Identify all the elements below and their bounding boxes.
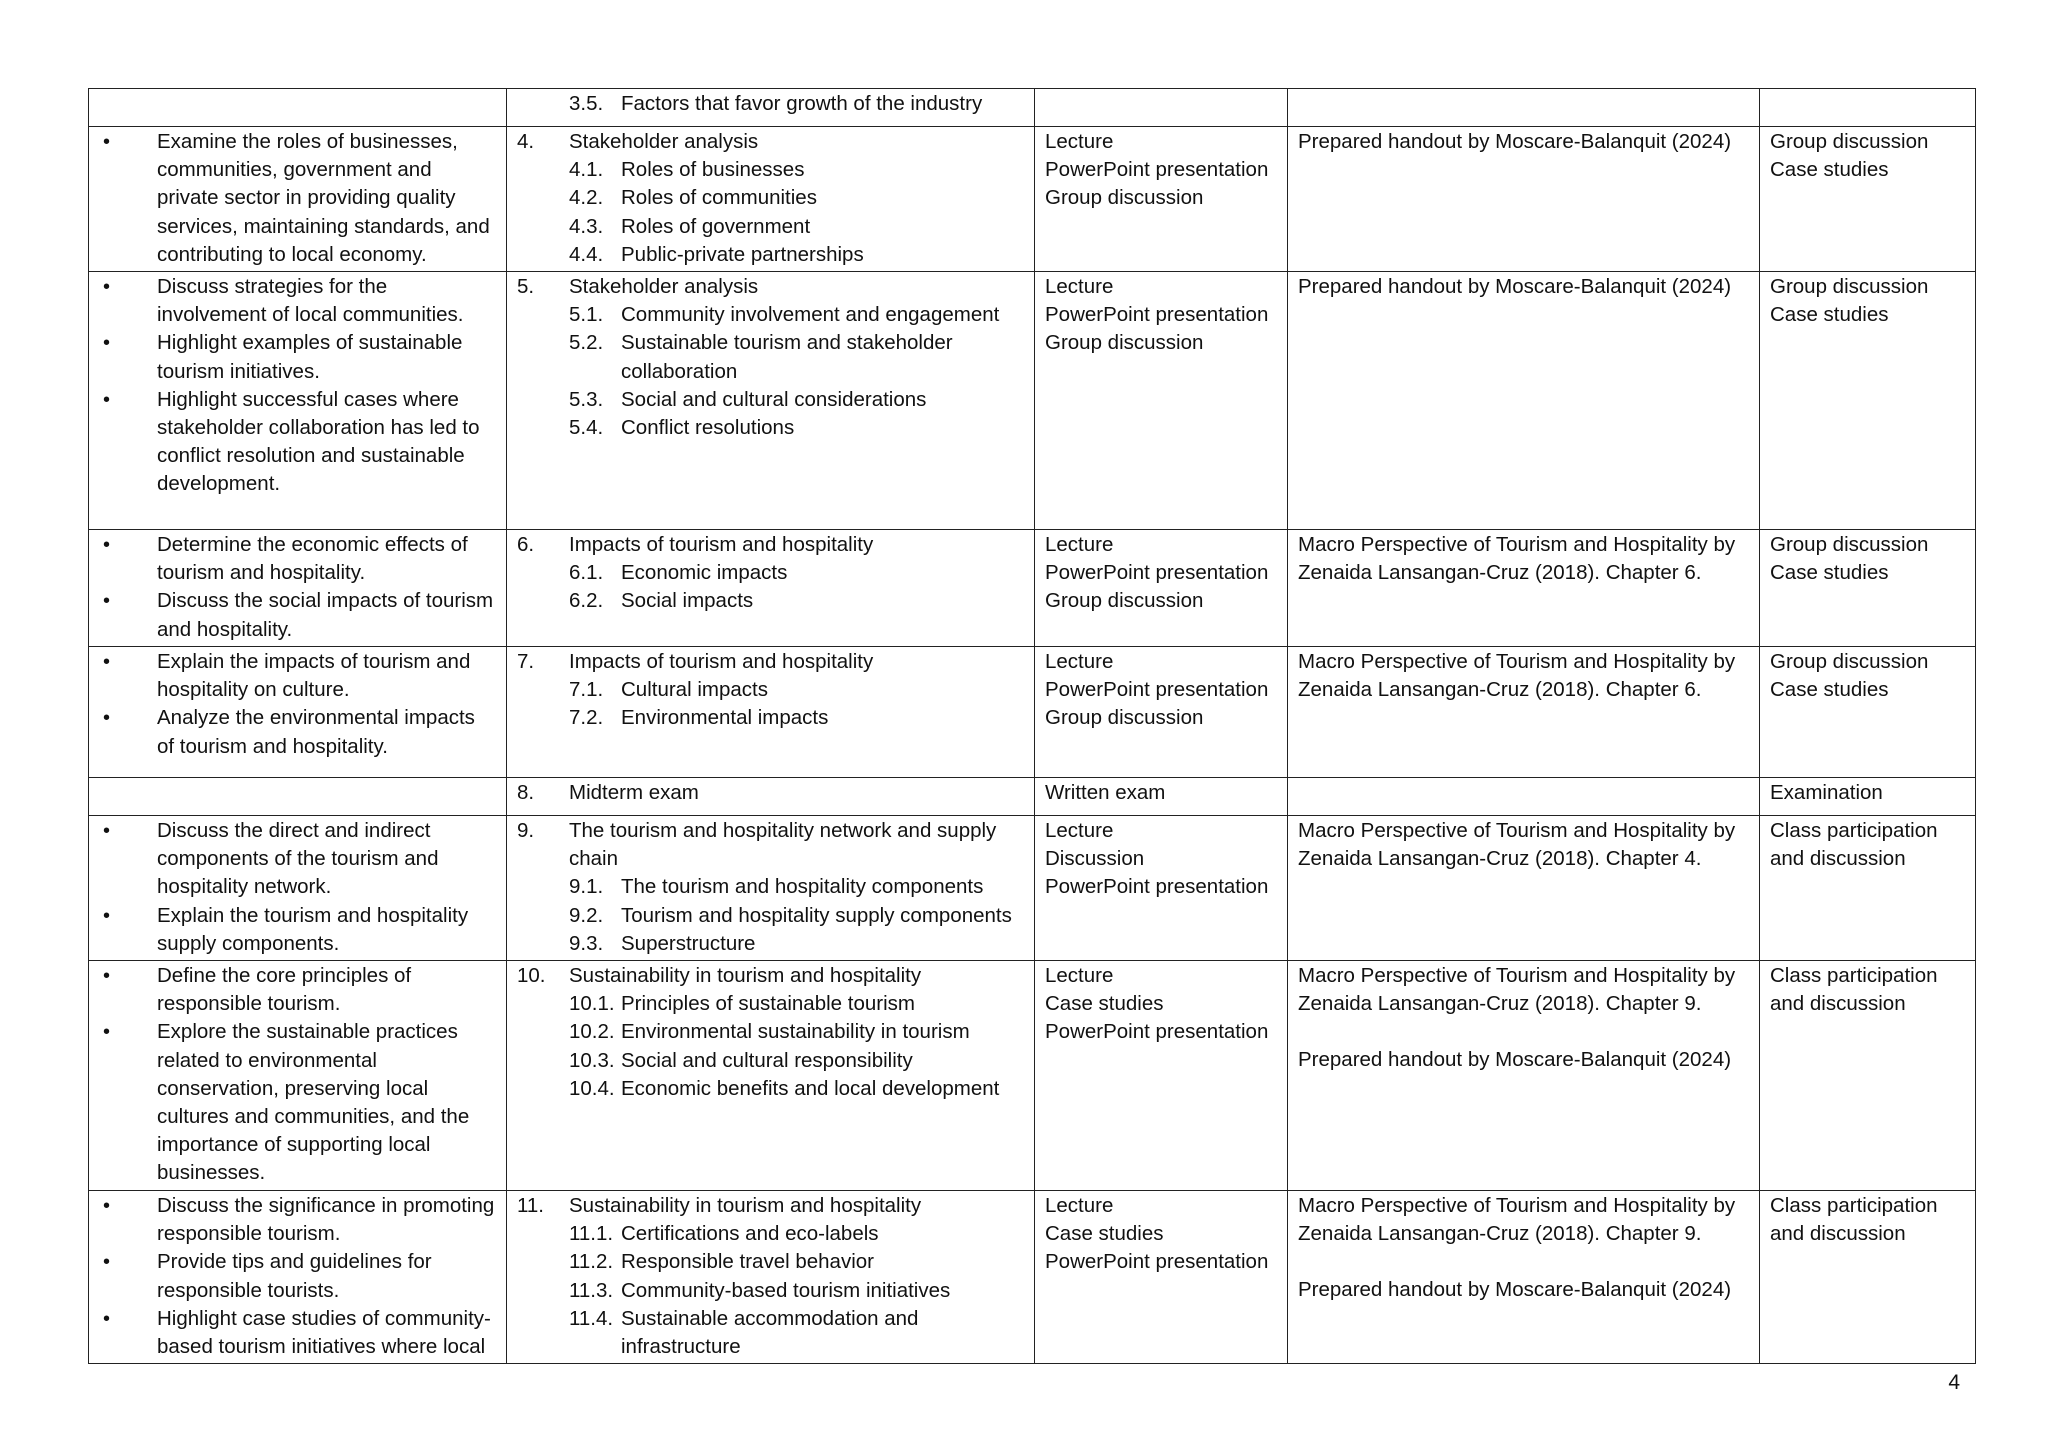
topics-cell [507, 647, 1035, 778]
subtopic-item [517, 559, 1024, 587]
activity-item: PowerPoint presentation [1045, 875, 1269, 899]
activity-item: Case studies [1045, 992, 1164, 1016]
subtopic-number: 11.2. [569, 1250, 614, 1274]
topic-title: The tourism and hospitality network and supply chain [569, 819, 997, 871]
subtopic-item [517, 676, 1024, 704]
resources-cell [1288, 961, 1760, 1191]
subtopic-item [517, 386, 1024, 414]
subtopic-number: 9.3. [569, 931, 604, 955]
topic-heading [517, 531, 1024, 559]
table-row [89, 272, 1976, 530]
subtopic-item [517, 184, 1024, 212]
subtopic-item [517, 1018, 1024, 1046]
objective-item: • Explore the sustainable practices related to environmental conservation, preserving local cultures and communities, and the importance of supporting local businesses. [99, 1018, 496, 1187]
objectives-cell [89, 272, 507, 530]
objectives-cell [89, 530, 507, 647]
subtopic-text: Roles of communities [621, 186, 817, 210]
subtopic-text: Roles of government [621, 214, 811, 238]
resources-cell [1288, 647, 1760, 778]
activity-item: Group discussion [1045, 186, 1204, 210]
assessment-item: Group discussion [1770, 275, 1929, 299]
subtopic-text: Public-private partnerships [621, 242, 864, 266]
activities-cell [1035, 816, 1288, 961]
activity-item: Written exam [1045, 781, 1166, 805]
topics-cell [507, 778, 1035, 816]
objectives-cell [89, 1191, 507, 1364]
subtopic-item [517, 902, 1024, 930]
subtopic-item [517, 1305, 1024, 1361]
assessment-item: Case studies [1770, 303, 1889, 327]
assessment-item: Case studies [1770, 678, 1889, 702]
activities-cell [1035, 530, 1288, 647]
topic-number: 8. [517, 781, 535, 805]
activity-item: Group discussion [1045, 706, 1204, 730]
activity-item: PowerPoint presentation [1045, 678, 1269, 702]
subtopic-number: 10.2. [569, 1020, 615, 1044]
topics-cell [507, 272, 1035, 530]
subtopic-number: 7.1. [569, 678, 604, 702]
objective-item: • Define the core principles of responsible tourism. [99, 962, 496, 1018]
subtopic-item [517, 1248, 1024, 1276]
assessment-item: Group discussion [1770, 533, 1929, 557]
objective-item: • Discuss the social impacts of tourism and hospitality. [99, 587, 496, 643]
activity-item: PowerPoint presentation [1045, 158, 1269, 182]
subtopic-number: 4.2. [569, 186, 604, 210]
subtopic-item [517, 873, 1024, 901]
subtopic-text: Sustainable accommodation and infrastructure [621, 1306, 919, 1359]
objective-item: • Examine the roles of businesses, communities, government and private sector in providing quality services, maintaining standards, and contributing to local economy. [99, 128, 496, 269]
objective-item: • Explain the tourism and hospitality supply components. [99, 902, 496, 958]
resource-item: Prepared handout by Moscare-Balanquit (2024) [1298, 275, 1732, 299]
topic-title: Sustainability in tourism and hospitality [569, 1194, 922, 1218]
objectives-list [99, 128, 496, 269]
resource-item: Macro Perspective of Tourism and Hospitality by Zenaida Lansangan-Cruz (2018). Chapter 9. [1298, 1194, 1736, 1246]
subtopic-text: Environmental sustainability in tourism [621, 1020, 970, 1044]
assessment-cell [1760, 127, 1976, 272]
topic-heading [517, 648, 1024, 676]
table-row [89, 127, 1976, 272]
activity-item: Group discussion [1045, 331, 1204, 355]
subtopic-text: Environmental impacts [621, 706, 829, 730]
resource-item: Prepared handout by Moscare-Balanquit (2024) [1298, 1278, 1732, 1302]
topic-heading [517, 962, 1024, 990]
assessment-item: Case studies [1770, 561, 1889, 585]
table-row [89, 647, 1976, 778]
subtopic-text: Social and cultural considerations [621, 387, 927, 411]
topic-number: 7. [517, 650, 535, 674]
subtopic-number: 4.4. [569, 242, 604, 266]
table-row [89, 961, 1976, 1191]
subtopic-item [517, 1277, 1024, 1305]
subtopic-text: Sustainable tourism and stakeholder collaboration [621, 331, 953, 383]
subtopic-number: 7.2. [569, 706, 604, 730]
objective-item: • Determine the economic effects of tourism and hospitality. [99, 531, 496, 587]
assessment-cell [1760, 961, 1976, 1191]
topics-cell [507, 127, 1035, 272]
topic-number: 11. [517, 1194, 544, 1218]
subtopic-text: Superstructure [621, 931, 756, 955]
subtopic-item [517, 156, 1024, 184]
subtopic-text: Economic impacts [621, 561, 788, 585]
topic-title: Sustainability in tourism and hospitality [569, 964, 922, 988]
activities-cell [1035, 272, 1288, 530]
topic-heading [517, 273, 1024, 301]
assessment-item: Examination [1770, 781, 1883, 805]
subtopic-number: 10.3. [569, 1048, 615, 1072]
topics-cell [507, 530, 1035, 647]
objectives-cell [89, 961, 507, 1191]
objectives-cell [89, 89, 507, 127]
assessment-item: Group discussion [1770, 130, 1929, 153]
assessment-item: Class participation and discussion [1770, 819, 1938, 871]
subtopic-text: Community involvement and engagement [621, 303, 1000, 327]
objective-item: • Provide tips and guidelines for responsible tourists. [99, 1248, 496, 1304]
activity-item: PowerPoint presentation [1045, 1020, 1269, 1044]
objective-item: • Highlight case studies of community-based tourism initiatives where local [99, 1305, 496, 1361]
subtopic-item [517, 329, 1024, 385]
subtopic-text: Roles of businesses [621, 158, 805, 182]
objectives-list [99, 962, 496, 1188]
activities-cell [1035, 1191, 1288, 1364]
subtopic-number: 9.1. [569, 875, 604, 899]
objectives-cell [89, 816, 507, 961]
topic-number: 9. [517, 819, 535, 843]
subtopic-item [517, 990, 1024, 1018]
subtopic-number: 6.2. [569, 589, 604, 613]
topic-number: 4. [517, 130, 535, 153]
resource-item: Macro Perspective of Tourism and Hospitality by Zenaida Lansangan-Cruz (2018). Chapter 6. [1298, 533, 1736, 585]
subtopic-number: 4.3. [569, 214, 604, 238]
topic-title: Stakeholder analysis [569, 275, 759, 299]
subtopic-item [517, 301, 1024, 329]
subtopic-item [517, 704, 1024, 732]
objectives-list [99, 531, 496, 644]
syllabus-table-body [89, 89, 1976, 1364]
topic-number: 6. [517, 533, 535, 557]
topic-title: Stakeholder analysis [569, 130, 759, 153]
syllabus-table [88, 88, 1976, 1364]
subtopic-item [517, 213, 1024, 241]
activity-item: Lecture [1045, 275, 1114, 299]
subtopic-text: Economic benefits and local development [621, 1076, 1000, 1100]
resource-item: Macro Perspective of Tourism and Hospitality by Zenaida Lansangan-Cruz (2018). Chapter 4. [1298, 819, 1736, 871]
activities-cell [1035, 89, 1288, 127]
subtopic-number: 11.1. [569, 1222, 614, 1246]
activity-item: Discussion [1045, 847, 1145, 871]
table-row [89, 530, 1976, 647]
assessment-item: Class participation and discussion [1770, 1194, 1938, 1246]
activity-item: Lecture [1045, 819, 1114, 843]
subtopic-number: 5.1. [569, 303, 604, 327]
activity-item: PowerPoint presentation [1045, 1250, 1269, 1274]
objectives-cell [89, 127, 507, 272]
topic-number: 5. [517, 275, 535, 299]
activities-cell [1035, 778, 1288, 816]
topic-heading [517, 779, 1024, 807]
activity-item: PowerPoint presentation [1045, 561, 1269, 585]
subtopic-number: 10.4. [569, 1076, 615, 1100]
topic-title: Midterm exam [569, 781, 699, 805]
subtopic-item [517, 1047, 1024, 1075]
activities-cell [1035, 127, 1288, 272]
page-number: 4 [1948, 1371, 1960, 1394]
activity-item: Group discussion [1045, 589, 1204, 613]
resource-item: Prepared handout by Moscare-Balanquit (2024) [1298, 1048, 1732, 1072]
resources-cell [1288, 89, 1760, 127]
objective-item: • Discuss the direct and indirect components of the tourism and hospitality network. [99, 817, 496, 902]
subtopic-text: Principles of sustainable tourism [621, 992, 915, 1016]
subtopic-text: Social and cultural responsibility [621, 1048, 913, 1072]
activity-item: Case studies [1045, 1222, 1164, 1246]
table-row [89, 89, 1976, 127]
topic-heading [517, 817, 1024, 873]
resource-item: Prepared handout by Moscare-Balanquit (2024) [1298, 130, 1732, 153]
assessment-cell [1760, 530, 1976, 647]
objective-item: • Discuss strategies for the involvement of local communities. [99, 273, 496, 329]
resources-cell [1288, 778, 1760, 816]
subtopic-number: 3.5. [569, 92, 604, 115]
subtopic-number: 10.1. [569, 992, 615, 1016]
subtopic-item [517, 930, 1024, 958]
subtopic-number: 5.3. [569, 387, 604, 411]
table-row [89, 778, 1976, 816]
subtopic-text: Community-based tourism initiatives [621, 1278, 951, 1302]
subtopic-text: Social impacts [621, 589, 754, 613]
topics-cell [507, 816, 1035, 961]
subtopic-item [517, 414, 1024, 442]
activity-item: Lecture [1045, 533, 1114, 557]
topic-number: 10. [517, 964, 546, 988]
resource-spacer [1298, 1018, 1749, 1046]
objectives-list [99, 817, 496, 958]
subtopic-item [517, 1220, 1024, 1248]
assessment-cell [1760, 272, 1976, 530]
resources-cell [1288, 127, 1760, 272]
resources-cell [1288, 272, 1760, 530]
objective-item: • Explain the impacts of tourism and hospitality on culture. [99, 648, 496, 704]
topics-cell [507, 89, 1035, 127]
subtopic-item [517, 241, 1024, 269]
objectives-list [99, 648, 496, 761]
topic-heading [517, 128, 1024, 156]
assessment-item: Group discussion [1770, 650, 1929, 674]
resources-cell [1288, 816, 1760, 961]
assessment-cell [1760, 1191, 1976, 1364]
subtopic-item [517, 90, 1024, 118]
subtopic-number: 11.3. [569, 1278, 614, 1302]
subtopic-text: Responsible travel behavior [621, 1250, 874, 1274]
objective-item: • Highlight successful cases where stakeholder collaboration has led to conflict resolution and sustainable development. [99, 386, 496, 499]
subtopic-number: 11.4. [569, 1306, 614, 1330]
table-row [89, 1191, 1976, 1364]
topic-heading [517, 1192, 1024, 1220]
resource-item: Macro Perspective of Tourism and Hospitality by Zenaida Lansangan-Cruz (2018). Chapter 9. [1298, 964, 1736, 1016]
subtopic-number: 5.2. [569, 331, 604, 355]
objectives-list [99, 273, 496, 499]
activities-cell [1035, 647, 1288, 778]
resources-cell [1288, 530, 1760, 647]
resource-item: Macro Perspective of Tourism and Hospitality by Zenaida Lansangan-Cruz (2018). Chapter 6. [1298, 650, 1736, 702]
subtopic-number: 6.1. [569, 561, 604, 585]
activity-item: PowerPoint presentation [1045, 303, 1269, 327]
assessment-cell [1760, 778, 1976, 816]
subtopic-number: 5.4. [569, 416, 604, 440]
activity-item: Lecture [1045, 650, 1114, 674]
topics-cell [507, 1191, 1035, 1364]
table-row [89, 816, 1976, 961]
subtopic-text: Cultural impacts [621, 678, 768, 702]
resource-spacer [1298, 1248, 1749, 1276]
topics-cell [507, 961, 1035, 1191]
objective-item: • Highlight examples of sustainable tourism initiatives. [99, 329, 496, 385]
subtopic-item [517, 587, 1024, 615]
assessment-cell [1760, 647, 1976, 778]
assessment-item: Class participation and discussion [1770, 964, 1938, 1016]
topic-title: Impacts of tourism and hospitality [569, 533, 874, 557]
subtopic-text: Conflict resolutions [621, 416, 795, 440]
objectives-cell [89, 778, 507, 816]
topic-title: Impacts of tourism and hospitality [569, 650, 874, 674]
subtopic-text: Factors that favor growth of the industry [621, 92, 983, 115]
objectives-list [99, 1192, 496, 1361]
objective-item: • Analyze the environmental impacts of tourism and hospitality. [99, 704, 496, 760]
objectives-cell [89, 647, 507, 778]
subtopic-text: Tourism and hospitality supply components [621, 903, 1012, 927]
activity-item: Lecture [1045, 964, 1114, 988]
assessment-item: Case studies [1770, 158, 1889, 182]
activities-cell [1035, 961, 1288, 1191]
subtopic-number: 9.2. [569, 903, 604, 927]
subtopic-number: 4.1. [569, 158, 604, 182]
subtopic-text: Certifications and eco-labels [621, 1222, 879, 1246]
objective-item: • Discuss the significance in promoting responsible tourism. [99, 1192, 496, 1248]
assessment-cell [1760, 89, 1976, 127]
subtopic-text: The tourism and hospitality components [621, 875, 984, 899]
activity-item: Lecture [1045, 130, 1114, 153]
subtopic-item [517, 1075, 1024, 1103]
resources-cell [1288, 1191, 1760, 1364]
activity-item: Lecture [1045, 1194, 1114, 1218]
assessment-cell [1760, 816, 1976, 961]
